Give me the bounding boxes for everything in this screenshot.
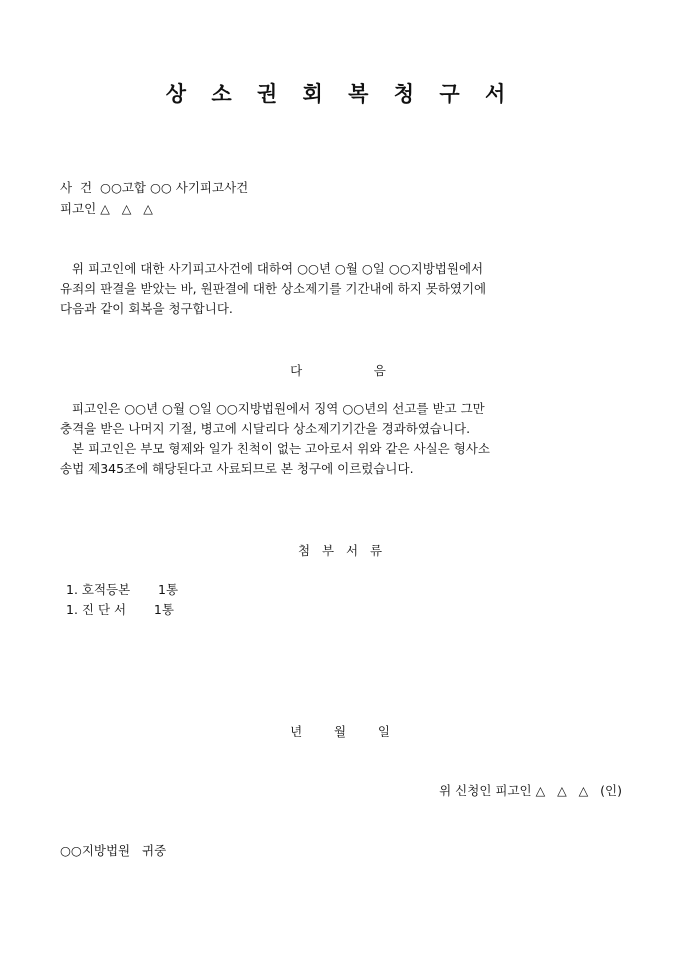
attachments-heading: 첨 부 서 류 (297, 543, 383, 558)
defendant-line: 피고인 △ △ △ (60, 201, 153, 216)
intro-line-3: 다음과 같이 회복을 청구합니다. (60, 301, 233, 316)
intro-line-2: 유죄의 판결을 받았는 바, 원판결에 대한 상소제기를 기간내에 하지 못하였기에 (60, 281, 487, 296)
intro-line-1: 위 피고인에 대한 사기피고사건에 대하여 ○○년 ○월 ○일 ○○지방법원에서 (60, 261, 484, 276)
attachment-item-2: 1. 진 단 서 1통 (66, 602, 174, 617)
court-addressee: ○○지방법원 귀중 (60, 843, 167, 858)
attachment-item-1: 1. 호적등본 1통 (66, 582, 179, 597)
body-line-3: 본 피고인은 부모 형제와 일가 친척이 없는 고아로서 위와 같은 사실은 형사소 (60, 441, 490, 456)
signature-line: 위 신청인 피고인 △ △ △ (인) (439, 783, 622, 798)
body-line-2: 충격을 받은 나머지 기절, 병고에 시달리다 상소제기기간을 경과하였습니다. (60, 421, 471, 436)
document-title: 상 소 권 회 복 청 구 서 (165, 81, 515, 106)
case-line: 사 건 ○○고합 ○○ 사기피고사건 (60, 180, 249, 195)
body-line-4: 송법 제345조에 해당된다고 사료되므로 본 청구에 이르렀습니다. (60, 461, 414, 476)
body-line-1: 피고인은 ○○년 ○월 ○일 ○○지방법원에서 징역 ○○년의 선고를 받고 그만 (60, 401, 485, 416)
date-line: 년 월 일 (290, 724, 390, 739)
heading-next: 다 음 (290, 363, 386, 378)
